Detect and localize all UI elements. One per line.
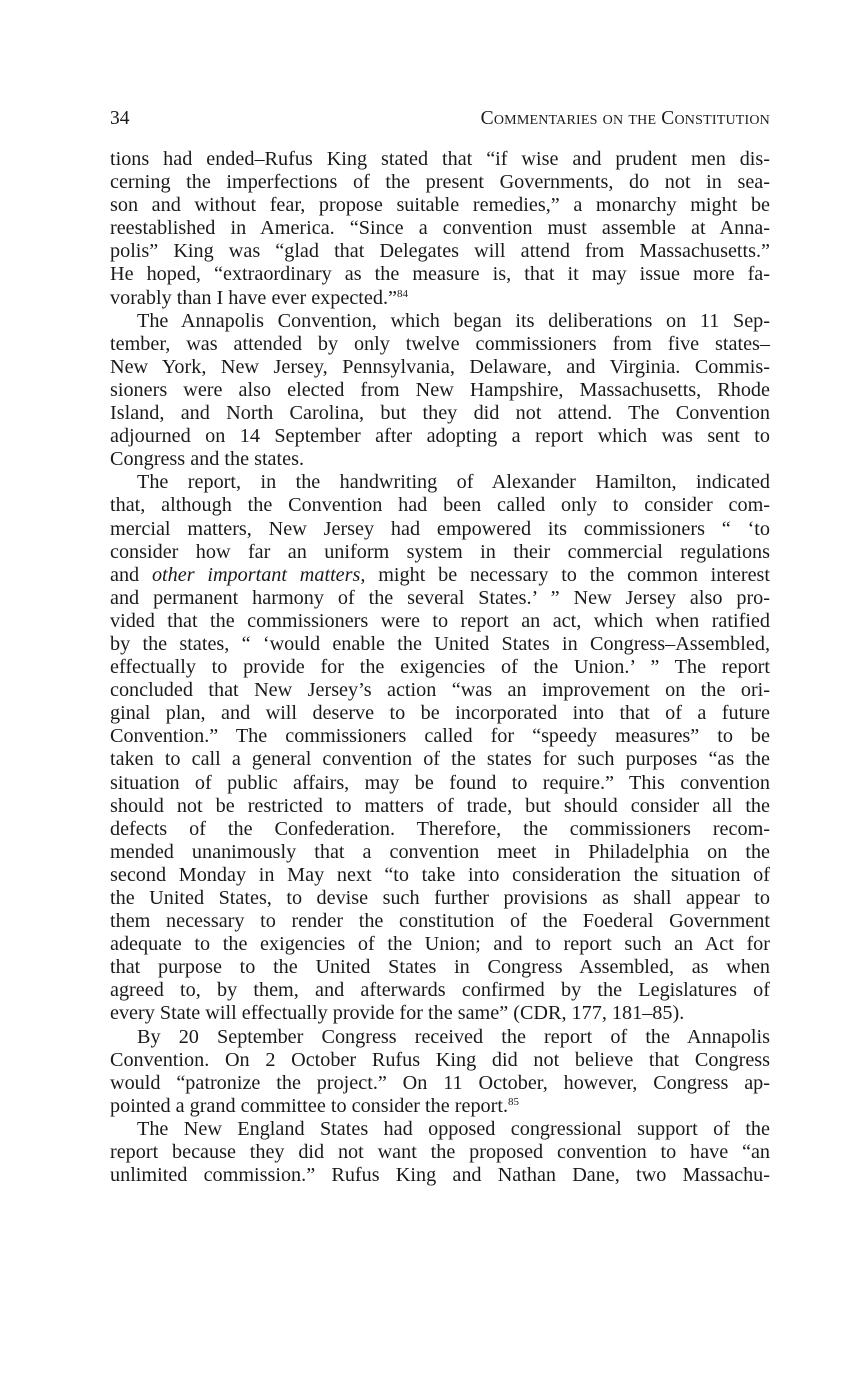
- paragraph-line: and permanent harmony of the several States.’ ” New Jersey also pro-: [110, 586, 770, 609]
- paragraph-line: defects of the Confederation. Therefore, the commissioners recom-: [110, 817, 770, 840]
- line-suffix: might be necessary to the common interest: [365, 563, 771, 586]
- paragraph-line: mended unanimously that a convention meet in Philadelphia on the: [110, 840, 770, 863]
- paragraph-line: consider how far an uniform system in their commercial regulations: [110, 540, 770, 563]
- paragraph-line: The New England States had opposed congressional support of the: [137, 1117, 770, 1140]
- line-prefix: and: [110, 563, 152, 586]
- paragraph-line: effectually to provide for the exigencies of the Union.’ ” The report: [110, 656, 770, 679]
- paragraph-4: [110, 1026, 770, 1118]
- paragraph-line: them necessary to render the constitution of the Foederal Government: [110, 910, 770, 933]
- paragraph-line: reestablished in America. “Since a convention must assemble at Anna-: [110, 217, 770, 240]
- paragraph-line-text: pointed a grand committee to consider the report.: [110, 1094, 509, 1117]
- paragraph-line: tions had ended–Rufus King stated that “if wise and prudent men dis-: [110, 148, 770, 170]
- paragraph-5: [110, 1118, 770, 1187]
- paragraph-line: every State will effectually provide for the same” (CDR, 177, 181–85).: [110, 1002, 685, 1025]
- paragraph-line: that purpose to the United States in Congress Assembled, as when: [110, 956, 770, 979]
- paragraph-line: Convention. On 2 October Rufus King did not believe that Congress: [110, 1048, 770, 1071]
- paragraph-line: [110, 564, 770, 587]
- paragraph-line: should not be restricted to matters of trade, but should consider all the: [110, 794, 770, 817]
- paragraph-line: situation of public affairs, may be found to require.” This convention: [110, 771, 770, 794]
- running-title: Commentaries on the Constitution: [480, 108, 770, 129]
- paragraph-line: vided that the commissioners were to report an act, which when ratified: [110, 609, 770, 632]
- paragraph-line: The report, in the handwriting of Alexander Hamilton, indicated: [137, 471, 770, 494]
- paragraph-line: tember, was attended by only twelve commissioners from five states–: [110, 332, 770, 355]
- paragraph-line: Convention.” The commissioners called for “speedy measures” to be: [110, 725, 770, 748]
- paragraph-line: would “patronize the project.” On 11 October, however, Congress ap-: [110, 1071, 770, 1094]
- footnote-marker: 85: [508, 1095, 520, 1108]
- paragraph-line: concluded that New Jersey’s action “was an improvement on the ori-: [110, 679, 770, 702]
- paragraph-line: ginal plan, and will deserve to be incorporated into that of a future: [110, 702, 770, 725]
- document-page: [110, 108, 770, 1187]
- paragraph-line: By 20 September Congress received the report of the Annapolis: [137, 1025, 770, 1048]
- paragraph-line: polis” King was “glad that Delegates will attend from Massachusetts.”: [110, 240, 770, 263]
- paragraph-line: He hoped, “extraordinary as the measure is, that it may issue more fa-: [110, 263, 770, 286]
- paragraph-3: [110, 471, 770, 1025]
- page-number: 34: [110, 108, 130, 129]
- paragraph-line: New York, New Jersey, Pennsylvania, Delaware, and Virginia. Commis-: [110, 355, 770, 378]
- paragraph-line: the United States, to devise such further provisions as shall appear to: [110, 887, 770, 909]
- paragraph-line: adequate to the exigencies of the Union; and to report such an Act for: [110, 933, 770, 956]
- body-text: [110, 148, 770, 1187]
- paragraph-line: sioners were also elected from New Hampshire, Massachusetts, Rhode: [110, 378, 770, 401]
- paragraph-line: unlimited commission.” Rufus King and Nathan Dane, two Massachu-: [110, 1164, 770, 1187]
- paragraph-line: agreed to, by them, and afterwards confirmed by the Legislatures of: [110, 979, 770, 1002]
- paragraph-1: [110, 148, 770, 310]
- paragraph-line: Congress and the states.: [110, 448, 304, 471]
- paragraph-line: report because they did not want the proposed convention to have “an: [110, 1141, 770, 1164]
- running-head: [110, 108, 770, 138]
- italic-phrase: other important matters,: [151, 563, 366, 586]
- paragraph-line: adjourned on 14 September after adopting a report which was sent to: [110, 425, 770, 448]
- paragraph-line: cerning the imperfections of the present Governments, do not in sea-: [110, 171, 770, 194]
- paragraph-line: The Annapolis Convention, which began its deliberations on 11 Sep-: [137, 309, 770, 332]
- paragraph-2: [110, 310, 770, 472]
- paragraph-line: [110, 1095, 770, 1118]
- paragraph-line: mercial matters, New Jersey had empowered its commissioners “ ‘to: [110, 517, 770, 540]
- paragraph-line: [110, 287, 770, 310]
- paragraph-line: Island, and North Carolina, but they did not attend. The Convention: [110, 402, 770, 425]
- paragraph-line: taken to call a general convention of the states for such purposes “as the: [110, 748, 770, 771]
- paragraph-line: second Monday in May next “to take into consideration the situation of: [110, 863, 770, 886]
- paragraph-line-text: vorably than I have ever expected.”: [110, 286, 397, 309]
- paragraph-line: by the states, “ ‘would enable the United States in Congress–Assembled,: [110, 632, 770, 655]
- paragraph-line: that, although the Convention had been called only to consider com-: [110, 494, 770, 517]
- paragraph-line: son and without fear, propose suitable remedies,” a monarchy might be: [110, 194, 770, 217]
- footnote-marker: 84: [396, 287, 408, 300]
